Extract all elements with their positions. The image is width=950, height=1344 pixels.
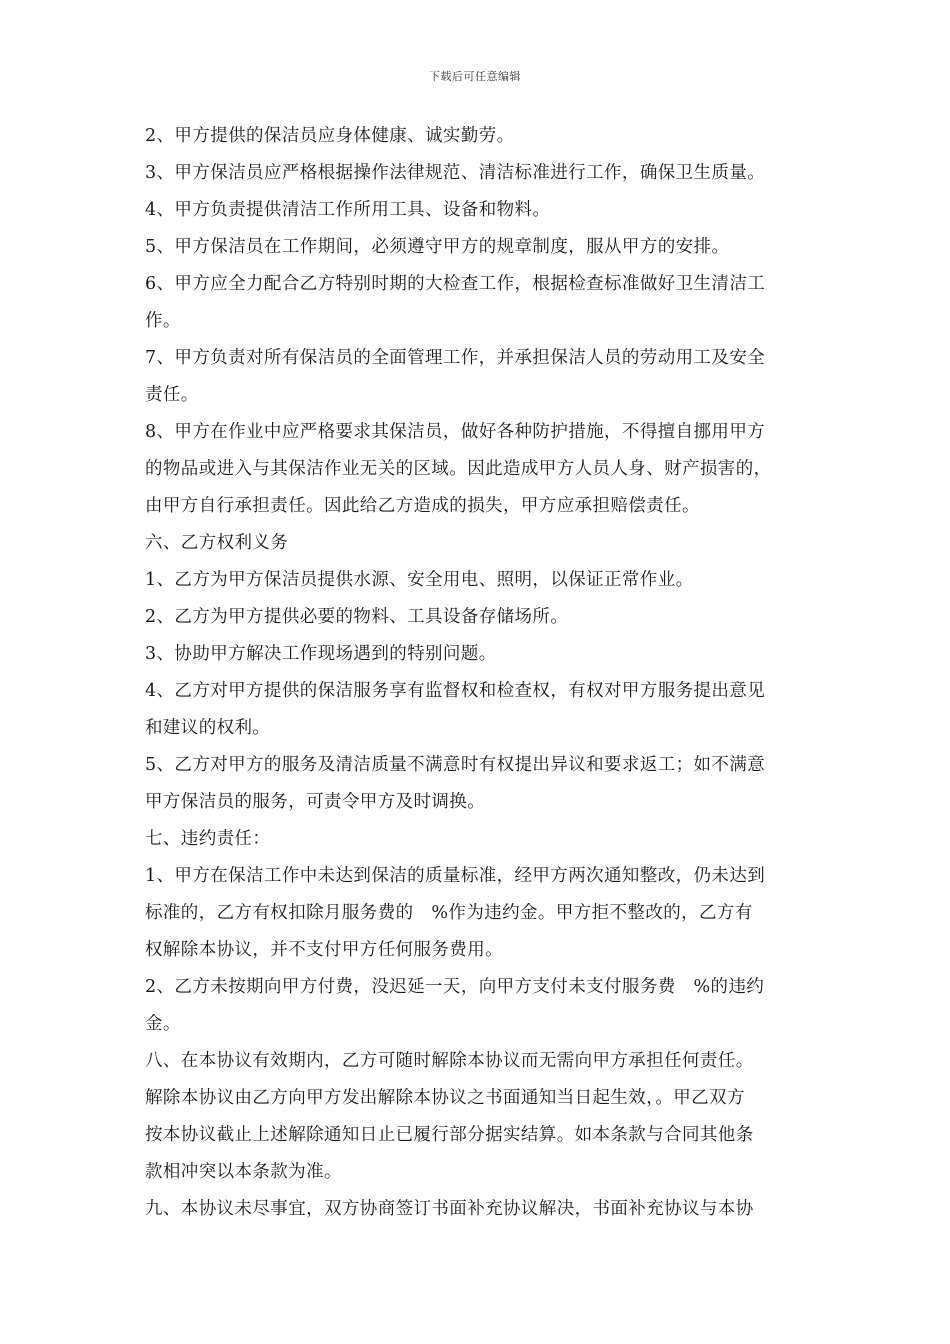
text-line: 解除本协议由乙方向甲方发出解除本协议之书面通知当日起生效，。甲乙双方 <box>145 1088 745 1108</box>
text-line: 甲方保洁员的服务，可责令甲方及时调换。 <box>145 792 486 812</box>
text-line: 2、乙方为甲方提供必要的物料、工具设备存储场所。 <box>145 607 569 627</box>
section-heading: 六、乙方权利义务 <box>145 533 289 553</box>
text-line: 和建议的权利。 <box>145 718 271 738</box>
section-heading: 八、在本协议有效期内，乙方可随时解除本协议而无需向甲方承担任何责任。 <box>145 1051 754 1071</box>
text-line: 3、甲方保洁员应严格根据操作法律规范、清洁标准进行工作，确保卫生质量。 <box>145 163 766 183</box>
text-line: 7、甲方负责对所有保洁员的全面管理工作，并承担保洁人员的劳动用工及安全 <box>145 348 766 368</box>
page-header: 下载后可任意编辑 <box>429 70 521 83</box>
text-line: 6、甲方应全力配合乙方特别时期的大检查工作，根据检查标准做好卫生清洁工 <box>145 274 766 294</box>
text-line: 1、甲方在保洁工作中未达到保洁的质量标准，经甲方两次通知整改，仍未达到 <box>145 866 766 886</box>
document-body <box>145 118 810 1228</box>
text-line: 4、甲方负责提供清洁工作所用工具、设备和物料。 <box>145 200 551 220</box>
text-line: 2、乙方未按期向甲方付费，没迟延一天，向甲方支付未支付服务费 %的违约 <box>145 977 765 997</box>
text-line: 按本协议截止上述解除通知日止已履行部分据实结算。如本条款与合同其他条 <box>145 1125 754 1145</box>
text-line: 5、乙方对甲方的服务及清洁质量不满意时有权提出异议和要求返工；如不满意 <box>145 755 766 775</box>
text-line: 1、乙方为甲方保洁员提供水源、安全用电、照明，以保证正常作业。 <box>145 570 694 590</box>
text-line: 作。 <box>145 311 181 331</box>
text-line: 4、乙方对甲方提供的保洁服务享有监督权和检查权，有权对甲方服务提出意见 <box>145 681 766 701</box>
text-line: 3、协助甲方解决工作现场遇到的特别问题。 <box>145 644 497 664</box>
section-heading: 九、本协议未尽事宜，双方协商签订书面补充协议解决，书面补充协议与本协 <box>145 1199 754 1219</box>
text-line: 金。 <box>145 1014 181 1034</box>
text-line: 由甲方自行承担责任。因此给乙方造成的损失，甲方应承担赔偿责任。 <box>145 496 700 516</box>
text-line: 5、甲方保洁员在工作期间，必须遵守甲方的规章制度，服从甲方的安排。 <box>145 237 730 257</box>
text-line: 权解除本协议，并不支付甲方任何服务费用。 <box>145 940 503 960</box>
section-heading: 七、违约责任： <box>145 829 271 849</box>
text-line: 2、甲方提供的保洁员应身体健康、诚实勤劳。 <box>145 126 515 146</box>
text-line: 责任。 <box>145 385 199 405</box>
text-line: 的物品或进入与其保洁作业无关的区域。因此造成甲方人员人身、财产损害的， <box>145 459 772 479</box>
text-line: 款相冲突以本条款为准。 <box>145 1162 342 1182</box>
text-line: 8、甲方在作业中应严格要求其保洁员，做好各种防护措施，不得擅自挪用甲方 <box>145 422 766 442</box>
text-line: 标准的，乙方有权扣除月服务费的 %作为违约金。甲方拒不整改的，乙方有 <box>145 903 753 923</box>
